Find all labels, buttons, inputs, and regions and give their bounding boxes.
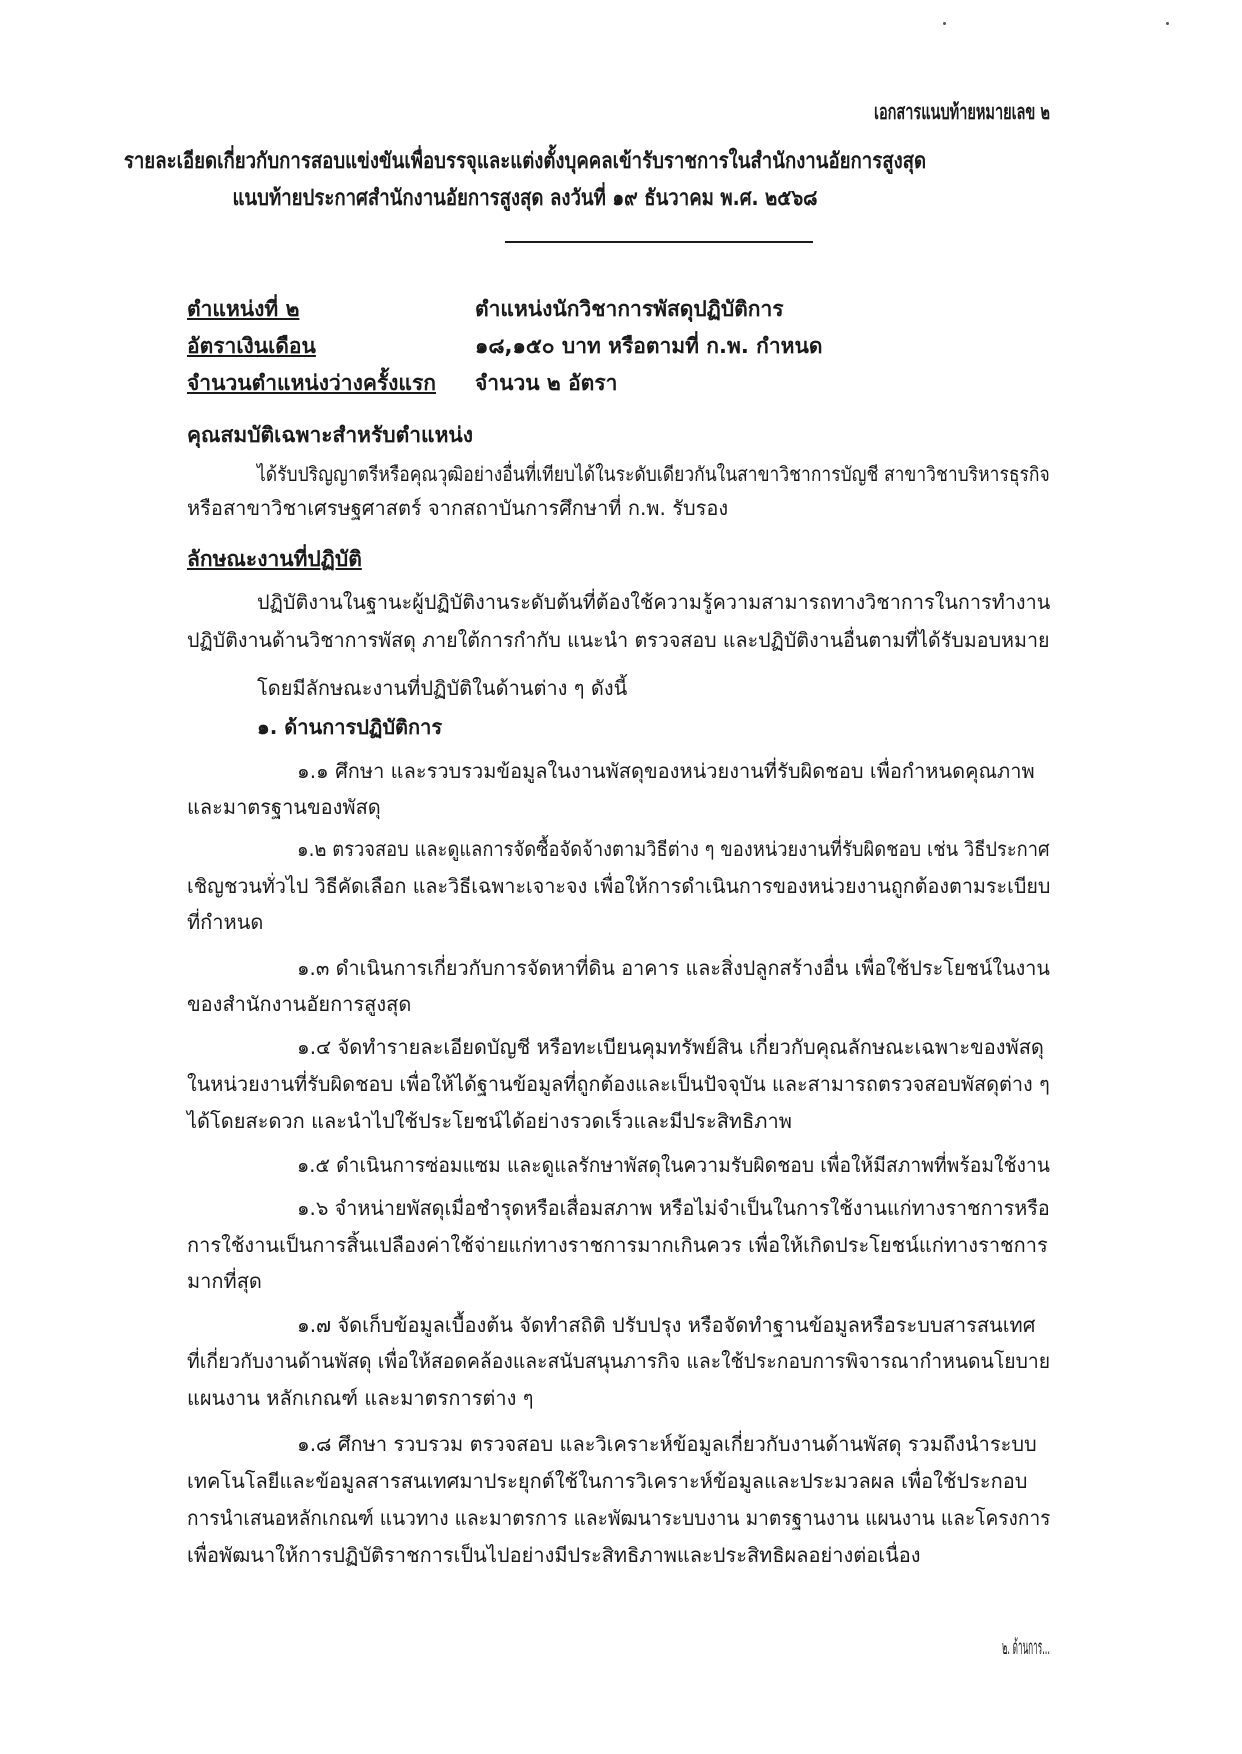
- document-title-line1: รายละเอียดเกี่ยวกับการสอบแข่งขันเพื่อบรรจุและแต่งตั้งบุคคลเข้ารับราชการในสำนักงานอัยการสูงสุด: [123, 149, 927, 174]
- document-title-line2: แนบท้ายประกาศสำนักงานอัยการสูงสุด ลงวันที่ ๑๙ ธันวาคม พ.ศ. ๒๕๖๘: [232, 186, 818, 211]
- job-nature-line: ปฏิบัติงานด้านวิชาการพัสดุ ภายใต้การกำกับ แนะนำ ตรวจสอบ และปฏิบัติงานอื่นตามที่ได้รับมอบหมาย: [187, 628, 1050, 652]
- item-1-6-line: การใช้งานเป็นการสิ้นเปลืองค่าใช้จ่ายแก่ทางราชการมากเกินควร เพื่อให้เกิดประโยชน์แก่ทางราชการ: [187, 1233, 1048, 1257]
- vacancy-label: จำนวนตำแหน่งว่างครั้งแรก: [187, 371, 436, 395]
- item-1-7-line: ๑.๗ จัดเก็บข้อมูลเบื้องต้น จัดทำสถิติ ปรับปรุง หรือจัดทำฐานข้อมูลหรือระบบสารสนเทศ: [297, 1313, 1036, 1337]
- item-1-3-line: ของสำนักงานอัยการสูงสุด: [187, 992, 412, 1016]
- item-1-4-line: ๑.๔ จัดทำรายละเอียดบัญชี หรือทะเบียนคุมทรัพย์สิน เกี่ยวกับคุณลักษณะเฉพาะของพัสดุ: [297, 1035, 1044, 1059]
- qualifications-line: หรือสาขาวิชาเศรษฐศาสตร์ จากสถาบันการศึกษาที่ ก.พ. รับรอง: [187, 496, 729, 520]
- job-nature-line: ปฏิบัติงานในฐานะผู้ปฏิบัติงานระดับต้นที่ต้องใช้ความรู้ความสามารถทางวิชาการในการทำงาน: [257, 590, 1051, 614]
- salary-label: อัตราเงินเดือน: [187, 334, 316, 358]
- title-divider: [505, 241, 813, 243]
- item-1-8-line: เทคโนโลยีและข้อมูลสารสนเทศมาประยุกต์ใช้ในการวิเคราะห์ข้อมูลและประมวลผล เพื่อใช้ประกอบ: [187, 1469, 1028, 1493]
- item-1-8-line: เพื่อพัฒนาให้การปฏิบัติราชการเป็นไปอย่างมีประสิทธิภาพและประสิทธิผลอย่างต่อเนื่อง: [187, 1543, 921, 1567]
- position-label: ตำแหน่งที่ ๒: [187, 297, 300, 321]
- item-1-4-line: ในหน่วยงานที่รับผิดชอบ เพื่อให้ได้ฐานข้อมูลที่ถูกต้องและเป็นปัจจุบัน และสามารถตรวจสอบพัสดุต่าง ๆ: [187, 1072, 1050, 1096]
- item-1-6-line: มากที่สุด: [187, 1269, 262, 1293]
- item-1-8-line: การนำเสนอหลักเกณฑ์ แนวทาง และมาตรการ และพัฒนาระบบงาน มาตรฐานงาน แผนงาน และโครงการ: [187, 1506, 1051, 1530]
- continuation-marker: ๒. ด้านการ...: [1002, 1635, 1050, 1659]
- item-1-1-line: และมาตรฐานของพัสดุ: [187, 795, 381, 819]
- vacancy-value: จำนวน ๒ อัตรา: [475, 371, 618, 395]
- item-1-7-line: แผนงาน หลักเกณฑ์ และมาตรการต่าง ๆ: [187, 1386, 534, 1410]
- item-1-5-line: ๑.๕ ดำเนินการซ่อมแซม และดูแลรักษาพัสดุในความรับผิดชอบ เพื่อให้มีสภาพที่พร้อมใช้งาน: [297, 1153, 1050, 1177]
- qualifications-heading: คุณสมบัติเฉพาะสำหรับตำแหน่ง: [187, 423, 474, 447]
- qualifications-line: ได้รับปริญญาตรีหรือคุณวุฒิอย่างอื่นที่เทียบได้ในระดับเดียวกันในสาขาวิชาการบัญชี สาขาวิชาบริหารธุรกิจ: [257, 462, 1050, 486]
- section-1-heading: ๑. ด้านการปฏิบัติการ: [257, 715, 443, 739]
- item-1-2-line: เชิญชวนทั่วไป วิธีคัดเลือก และวิธีเฉพาะเจาะจง เพื่อให้การดำเนินการของหน่วยงานถูกต้องตามระเบียบ: [187, 874, 1051, 898]
- item-1-8-line: ๑.๘ ศึกษา รวบรวม ตรวจสอบ และวิเคราะห์ข้อมูลเกี่ยวกับงานด้านพัสดุ รวมถึงนำระบบ: [297, 1432, 1037, 1456]
- position-value: ตำแหน่งนักวิชาการพัสดุปฏิบัติการ: [475, 297, 784, 321]
- item-1-6-line: ๑.๖ จำหน่ายพัสดุเมื่อชำรุดหรือเสื่อมสภาพ หรือไม่จำเป็นในการใช้งานแก่ทางราชการหรือ: [297, 1196, 1050, 1220]
- item-1-1-line: ๑.๑ ศึกษา และรวบรวมข้อมูลในงานพัสดุของหน่วยงานที่รับผิดชอบ เพื่อกำหนดคุณภาพ: [297, 759, 1035, 783]
- item-1-2-line: ที่กำหนด: [187, 910, 264, 934]
- annex-label: เอกสารแนบท้ายหมายเลข ๒: [874, 100, 1050, 124]
- item-1-4-line: ได้โดยสะดวก และนำไปใช้ประโยชน์ได้อย่างรวดเร็วและมีประสิทธิภาพ: [187, 1109, 792, 1133]
- job-nature-intro: โดยมีลักษณะงานที่ปฏิบัติในด้านต่าง ๆ ดังนี้: [257, 676, 628, 700]
- item-1-2-line: ๑.๒ ตรวจสอบ และดูแลการจัดซื้อจัดจ้างตามวิธีต่าง ๆ ของหน่วยงานที่รับผิดชอบ เช่น วิธีประกาศ: [297, 837, 1050, 861]
- item-1-3-line: ๑.๓ ดำเนินการเกี่ยวกับการจัดหาที่ดิน อาคาร และสิ่งปลูกสร้างอื่น เพื่อใช้ประโยชน์ในงาน: [297, 956, 1050, 980]
- item-1-7-line: ที่เกี่ยวกับงานด้านพัสดุ เพื่อให้สอดคล้องและสนับสนุนภารกิจ และใช้ประกอบการพิจารณากำหนดนโยบาย: [187, 1349, 1051, 1373]
- job-nature-heading: ลักษณะงานที่ปฏิบัติ: [187, 547, 362, 571]
- salary-value: ๑๘,๑๕๐ บาท หรือตามที่ ก.พ. กำหนด: [475, 334, 823, 358]
- scan-speck: [943, 22, 946, 25]
- scan-speck: [1166, 22, 1169, 25]
